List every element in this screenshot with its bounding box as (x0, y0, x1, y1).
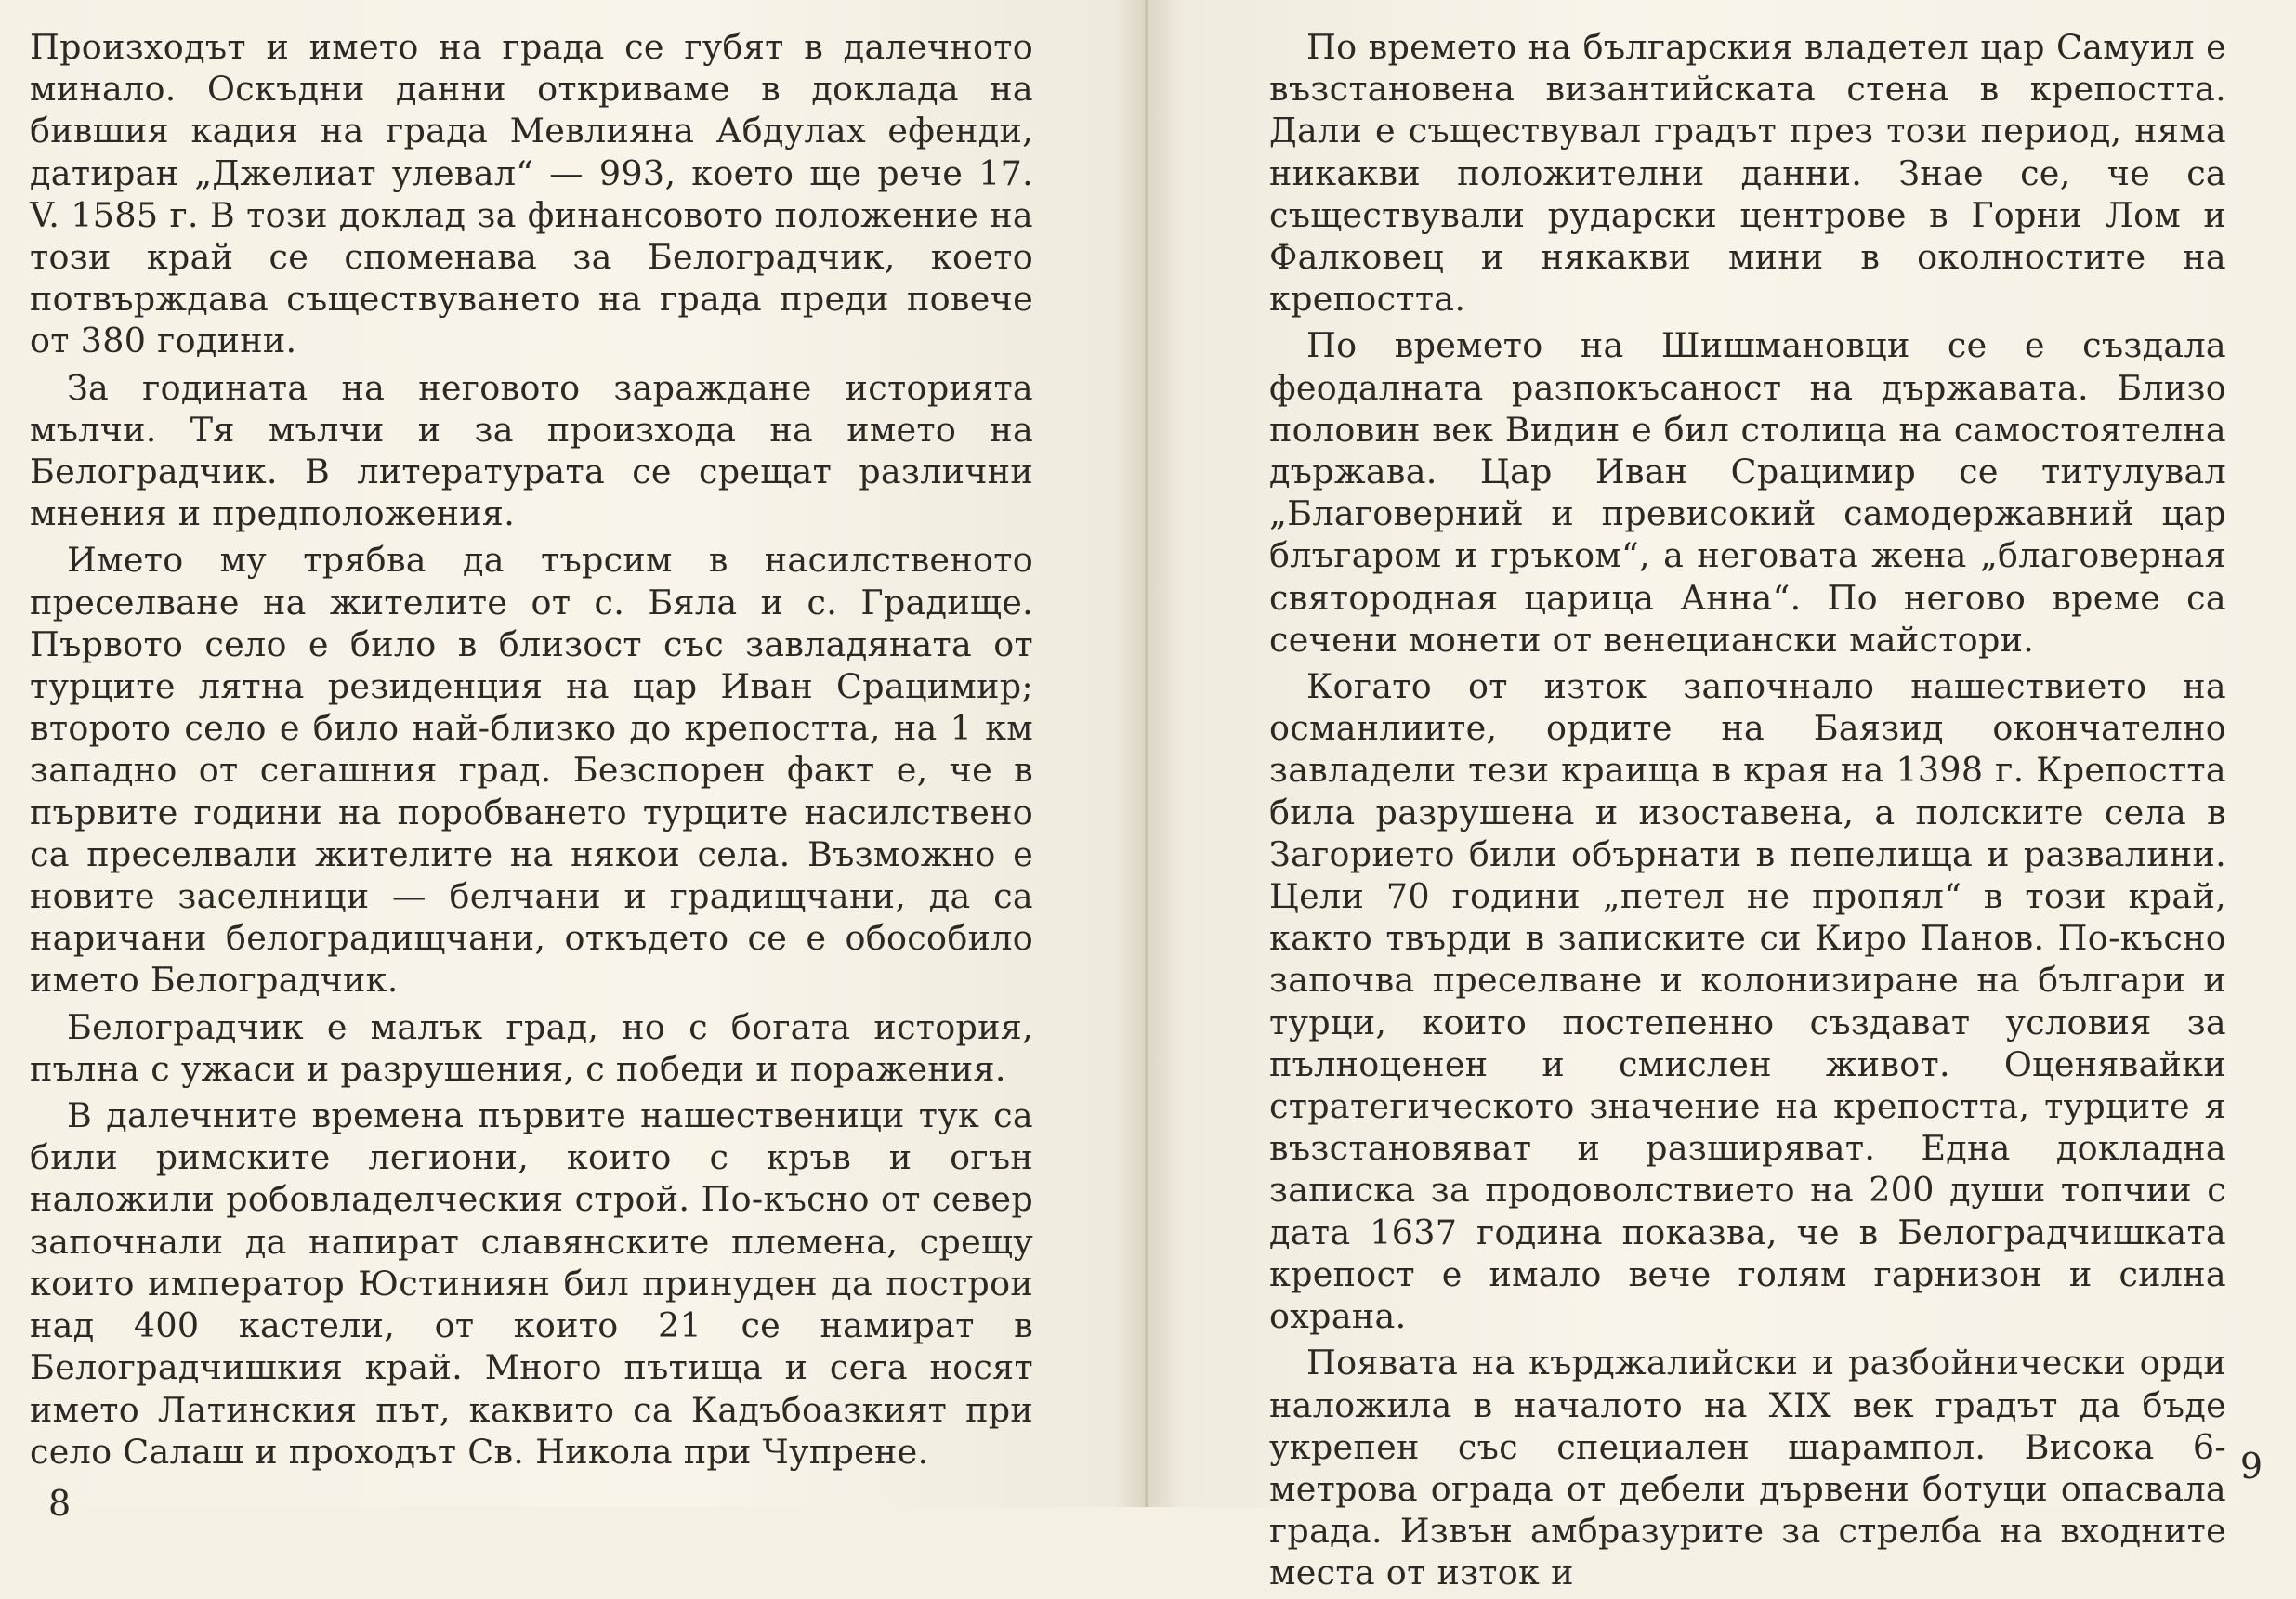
paragraph: Появата на кърджалийски и разбойнически орди наложила в началото на XIX век градът да бъде укрепен със специален шарампол. Висока 6-метрова ограда от дебели дървени ботуци опасвала града. Извън амбразурите за стрелба на входните места от изток и (1269, 1343, 2226, 1593)
left-page-text (30, 26, 1033, 1477)
right-page-text (1269, 26, 2226, 1599)
paragraph: В далечните времена първите нашественици тук са били римските легиони, които с кръв и огън наложили робовладелческия строй. По-късно от север започнали да напират славянските племена, срещу които император Юстиниян бил принуден да построи над 400 кастели, от които 21 се намират в Белоградчишкия край. Много пътища и сега носят името Латинския път, каквито са Кадъбоазкият при село Салаш и проходът Св. Никола при Чупрене. (30, 1095, 1033, 1472)
right-page (1148, 0, 2296, 1593)
paragraph: По времето на Шишмановци се е създала феодалната разпокъсаност на държавата. Близо половин век Видин е бил столица на самостоятелна държава. Цар Иван Срацимир се титулувал „Благоверний и превисокий самодержавний цар блъгаром и гръком“, а неговата жена „благоверная святородная царица Анна“. По негово време са сечени монети от венециански майстори. (1269, 325, 2226, 660)
paragraph: Името му трябва да търсим в насилственото преселване на жителите от с. Бяла и с. Градище. Първото село е било в близост със завладяната от турците лятна резиденция на цар Иван Срацимир; второто село е било най-близко до крепостта, на 1 км западно от сегашния град. Безспорен факт е, че в първите години на поробването турците насилствено са преселвали жителите на някои села. Възможно е новите заселници — белчани и градищчани, да са наричани белоградищчани, откъдето се е обособило името Белоградчик. (30, 540, 1033, 1001)
page-number: 9 (2239, 1446, 2263, 1487)
paragraph: Белоградчик е малък град, но с богата история, пълна с ужаси и разрушения, с победи и поражения. (30, 1006, 1033, 1089)
paragraph: Произходът и името на града се губят в далечното минало. Оскъдни данни откриваме в доклада на бившия кадия на града Мевлияна Абдулах ефенди, датиран „Джелиат улевал“ — 993, което ще рече 17. V. 1585 г. В този доклад за финансовото положение на този край се споменава за Белоградчик, което потвърждава съществуването на града преди повече от 380 години. (30, 27, 1033, 361)
paragraph: По времето на българския владетел цар Самуил е възстановена византийската стена в крепостта. Дали е съществувал градът през този период, няма никакви положителни данни. Знае се, че са съществували рударски центрове в Горни Лом и Фалковец и някакви мини в околностите на крепостта. (1269, 27, 2226, 320)
paragraph: Когато от изток започнало нашествието на османлиите, ордите на Баязид окончателно завладели тези краища в края на 1398 г. Крепостта била разрушена и изоставена, а полските села в Загорието били обърнати в пепелища и развалини. Цели 70 години „петел не пропял“ в този край, както твърди в записките си Киро Панов. По-късно започва преселване и колонизиране на българи и турци, които постепенно създават условия за пълноценен и смислен живот. Оценявайки стратегическото значение на крепостта, турците я възстановяват и разширяват. Една докладна записка за продоволствието на 200 души топчии с дата 1637 година показва, че в Белоградчишката крепост е имало вече голям гарнизон и силна охрана. (1269, 666, 2226, 1337)
paragraph: За годината на неговото зараждане историята мълчи. Тя мълчи и за произхода на името на Белоградчик. В литературата се срещат различни мнения и предположения. (30, 367, 1033, 534)
page-number: 8 (48, 1483, 72, 1524)
left-page (0, 0, 1148, 1524)
